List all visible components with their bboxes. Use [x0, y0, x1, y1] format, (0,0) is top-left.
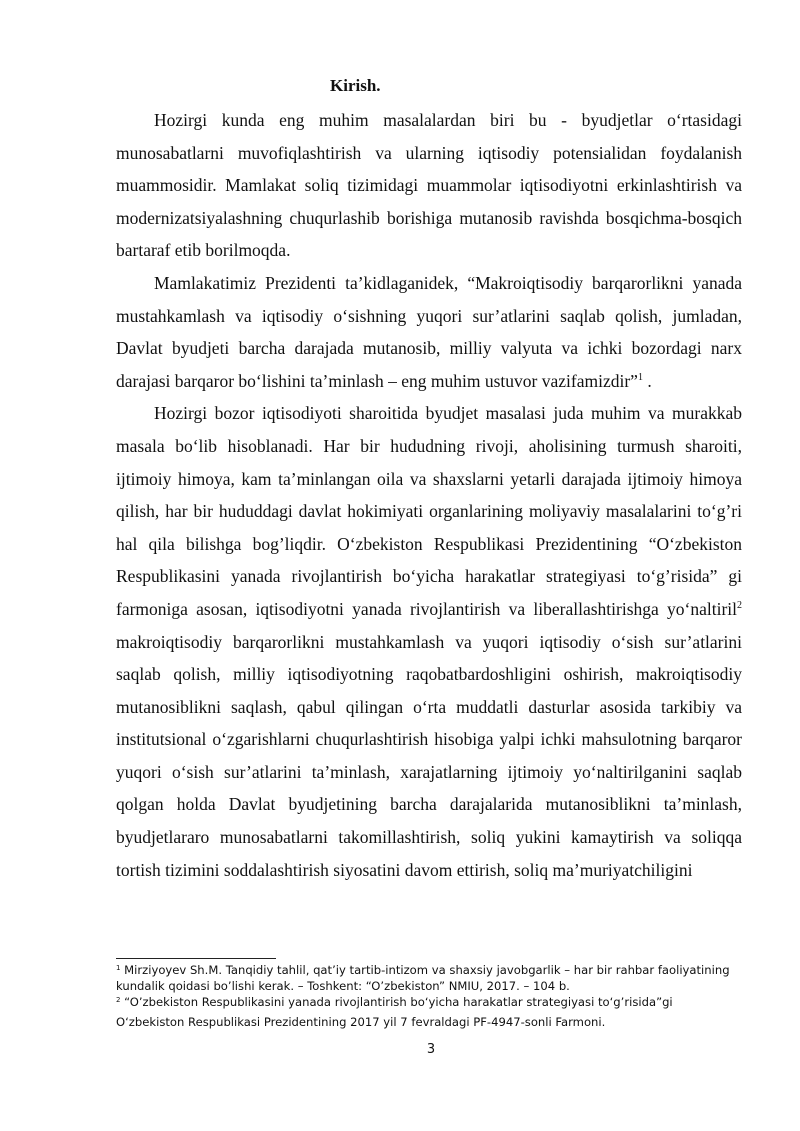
paragraph-3-text-a: Hozirgi bozor iqtisodiyoti sharoitida byudjet masalasi juda muhim va murakkab masala bo‘lib hisoblanadi. Har bir hududning rivoji, aholisining turmush sharoiti, ijtimoiy himoya, kam ta’minlangan oila va shaxslarni yetarli darajada ijtimoiy himoya qilish, har bir hududdagi davlat hokimiyati organlarining moliyaviy masalalarini to‘g’ri hal qila bilishga bog’liqdir. O‘zbekiston Respublikasi Prezidentining “O‘zbekiston Respublikasini yanada rivojlantirish bo‘yicha harakatlar strategiyasi to‘g’risida” gi farmoniga asosan, iqtisodiyotni yanada rivojlantirish va liberallashtirishga yo‘naltiril	[116, 403, 742, 619]
footnote-2-text: “O’zbekiston Respublikasini yanada rivojlantirish bo‘yicha harakatlar strategiyasi to‘g’risida”gi	[120, 995, 673, 1009]
footnote-ref-2[interactable]: 2	[737, 599, 742, 611]
footnotes	[116, 962, 742, 1030]
footnote-2	[116, 994, 742, 1010]
paragraph-3-text-b: makroiqtisodiy barqarorlikni mustahkamlash va yuqori iqtisodiy o‘sish sur’atlarini saqlab qolish, milliy iqtisodiyotning raqobatbardoshligini oshirish, makroiqtisodiy mutanosiblikni saqlash, qabul qilingan o‘rta muddatli dasturlar asosida tarkibiy va institutsional o‘zgarishlarni chuqurlashtirish hisobiga yalpi ichki mahsulotning barqaror yuqori o‘sish sur’atlarini ta’minlash, xarajatlarning ijtimoiy yo‘naltirilganini saqlab qolgan holda Davlat byudjetining barcha darajalarida mutanosiblikni ta’minlash, byudjetlararo munosabatlarni takomillashtirish, soliq yukini kamaytirish va soliqqa tortish tizimini soddalashtirish siyosatini davom ettirish, soliq ma’muriyatchiligini	[116, 631, 742, 880]
footnote-1-mark: 1	[116, 964, 121, 972]
section-title: Kirish.	[330, 76, 381, 95]
page-number: 3	[426, 1042, 436, 1057]
footnote-1	[116, 962, 742, 994]
paragraph-3	[116, 397, 742, 886]
footnote-1-text: Mirziyoyev Sh.M. Tanqidiy tahlil, qat’iy tartib-intizom va shaxsiy javobgarlik – har bir rahbar faoliyatining kundalik qoidasi bo’lishi kerak. – Toshkent: “O’zbekiston” NMIU, 2017. – 104 b.	[116, 963, 730, 993]
paragraph-2	[116, 267, 742, 397]
paragraph-1: Hozirgi kunda eng muhim masalalardan biri bu - byudjetlar o‘rtasidagi munosabatlarni muvofiqlashtirish va ularning iqtisodiy potensialidan foydalanish muammosidir. Mamlakat soliq tizimidagi muammolar iqtisodiyotni erkinlashtirish va modernizatsiyalashning chuqurlashib borishiga mutanosib ravishda bosqichma-bosqich bartaraf etib borilmoqda.	[116, 110, 742, 261]
footnote-ref-1[interactable]: 1	[637, 371, 643, 383]
footnote-2-continuation: O‘zbekiston Respublikasi Prezidentining 2017 yil 7 fevraldagi PF-4947-sonli Farmoni.	[116, 1015, 606, 1029]
paragraph-2-end: .	[642, 370, 652, 391]
paragraph-2-text: Mamlakatimiz Prezidenti ta’kidlaganidek, “Makroiqtisodiy barqarorlikni yanada mustahkamlash va iqtisodiy o‘sishning yuqori sur’atlarini saqlab qolish, jumladan, Davlat byudjeti barcha darajada mutanosib, milliy valyuta va ichki bozordagi narx darajasi barqaror bo‘lishini ta’minlash – eng muhim ustuvor vazifamizdir”	[116, 272, 742, 391]
body-text	[116, 104, 742, 886]
footnote-2-mark: 2	[116, 996, 121, 1004]
footnote-separator	[116, 958, 276, 959]
